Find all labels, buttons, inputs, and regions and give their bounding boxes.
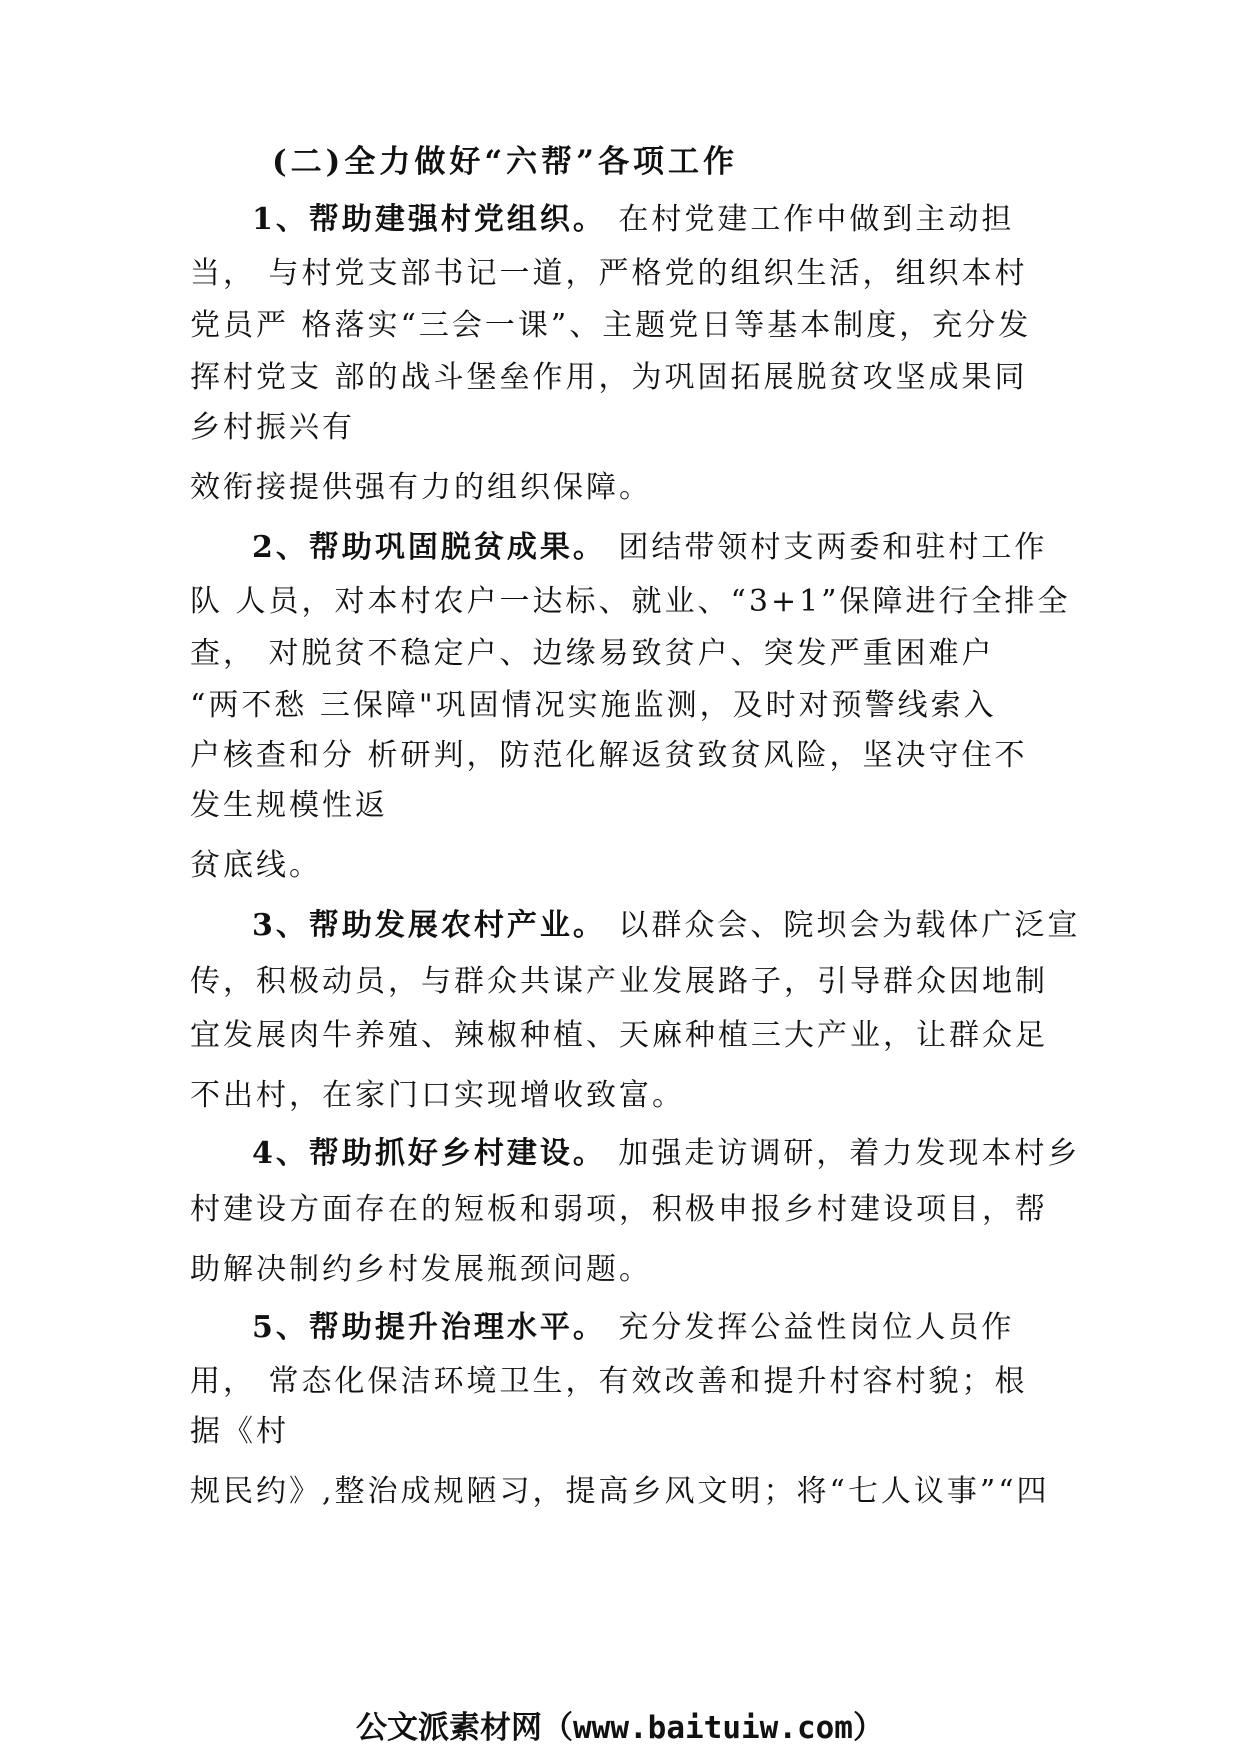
- paragraph-2-line: 贫底线。: [190, 848, 322, 883]
- paragraph-2-line: 户核查和分 析研判，防范化解返贫致贫风险，坚决守住不: [190, 738, 1028, 773]
- paragraph-5-line: 用， 常态化保洁环境卫生，有效改善和提升村容村貌；根: [190, 1364, 1028, 1399]
- paragraph-3-lead: 以群众会、院坝会为载体广泛宣: [618, 908, 1081, 943]
- paragraph-4-lead: 加强走访调研，着力发现本村乡: [618, 1136, 1081, 1171]
- paragraph-1-line: 乡村振兴有: [190, 410, 355, 445]
- paragraph-1-first-line: [252, 200, 1014, 240]
- paragraph-3-line: 宜发展肉牛养殖、辣椒种植、天麻种植三大产业，让群众足: [190, 1018, 1048, 1053]
- footer-watermark: 公文派素材网（www.baituiw.com）: [356, 1710, 884, 1746]
- paragraph-1-line: 当， 与村党支部书记一道，严格党的组织生活，组织本村: [190, 256, 1028, 291]
- paragraph-5-line: 规民约》,整治成规陋习，提高乡风文明；将“七人议事”“四: [190, 1474, 1050, 1509]
- paragraph-2-line: “两不愁 三保障"巩固情况实施监测，及时对预警线索入: [190, 688, 997, 723]
- paragraph-4-first-line: [252, 1134, 1080, 1174]
- paragraph-2-heading: 2、帮助巩固脱贫成果。: [252, 530, 606, 565]
- paragraph-5-line: 据《村: [190, 1414, 289, 1449]
- paragraph-2-line: 查， 对脱贫不稳定户、边缘易致贫户、突发严重困难户: [190, 636, 995, 671]
- paragraph-3-line: 传，积极动员，与群众共谋产业发展路子，引导群众因地制: [190, 964, 1048, 999]
- section-title: (二)全力做好“六帮”各项工作: [272, 144, 738, 180]
- paragraph-2-line: 发生规模性返: [190, 788, 388, 823]
- paragraph-3-line: 不出村，在家门口实现增收致富。: [190, 1078, 685, 1113]
- paragraph-5-first-line: [252, 1308, 1014, 1348]
- paragraph-2-line: 队 人员，对本村农户一达标、就业、“3+1”保障进行全排全: [190, 584, 1071, 619]
- paragraph-1-line: 党员严 格落实“三会一课”、主题党日等基本制度，充分发: [190, 308, 1032, 343]
- paragraph-4-line: 助解决制约乡村发展瓶颈问题。: [190, 1252, 652, 1287]
- paragraph-1-line: 效衔接提供强有力的组织保障。: [190, 470, 652, 505]
- paragraph-2-lead: 团结带领村支两委和驻村工作: [618, 530, 1048, 565]
- paragraph-4-heading: 4、帮助抓好乡村建设。: [252, 1136, 606, 1171]
- paragraph-5-heading: 5、帮助提升治理水平。: [252, 1310, 606, 1345]
- paragraph-1-heading: 1、帮助建强村党组织。: [252, 202, 606, 237]
- paragraph-3-first-line: [252, 906, 1080, 946]
- paragraph-5-lead: 充分发挥公益性岗位人员作: [618, 1310, 1015, 1345]
- paragraph-1-lead: 在村党建工作中做到主动担: [618, 202, 1015, 237]
- paragraph-4-line: 村建设方面存在的短板和弱项，积极申报乡村建设项目，帮: [190, 1192, 1048, 1227]
- paragraph-1-line: 挥村党支 部的战斗堡垒作用，为巩固拓展脱贫攻坚成果同: [190, 360, 1028, 395]
- paragraph-3-heading: 3、帮助发展农村产业。: [252, 908, 606, 943]
- paragraph-2-first-line: [252, 528, 1047, 568]
